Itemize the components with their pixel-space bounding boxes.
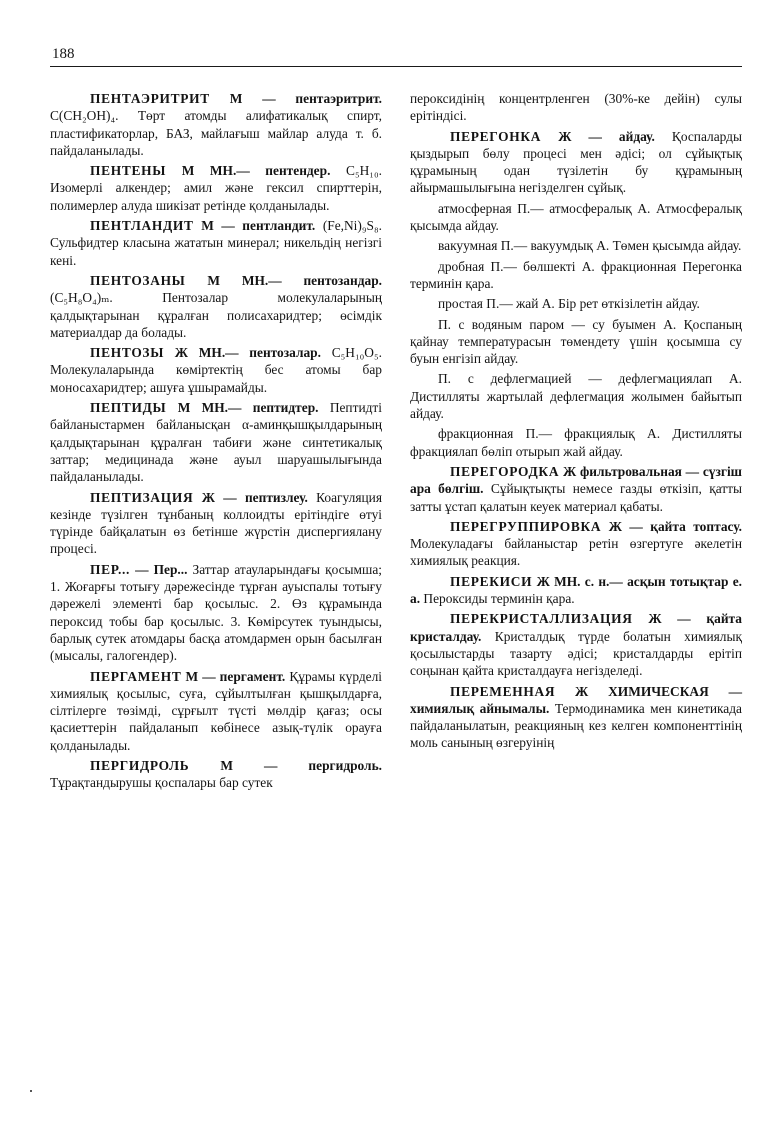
dictionary-entry (410, 573, 742, 608)
right-column (410, 90, 742, 752)
dictionary-entry (50, 90, 382, 159)
dictionary-entry (50, 344, 382, 396)
entry-headword: ПЕПТИЗАЦИЯ (90, 489, 194, 505)
entry-gloss: М МН.— пептидтер. (177, 400, 319, 416)
entry-gloss: Ж — айдау. (558, 128, 655, 144)
entry-headword: ПЕРЕГРУППИРОВКА (450, 518, 602, 534)
entry-gloss: Ж МН.— пентозалар. (174, 345, 321, 361)
entry-headword: ПЕРЕМЕННАЯ (450, 683, 556, 699)
entry-definition: Пептидті байланыстармен байланысқан α-аминқышқылдарының қалдықтарынан құралған табиғи және синтетикалық заттар; медицинада және ауыл шаруашылығында пайдаланылады. (50, 400, 382, 485)
entry-headword: ПЕРГИДРОЛЬ (90, 757, 190, 773)
dictionary-entry (50, 162, 382, 214)
dictionary-entry (410, 683, 742, 752)
entry-gloss: Ж — қайта топтасу. (608, 518, 742, 534)
scan-speck (30, 1090, 32, 1092)
entry-gloss: М — пентландит. (201, 218, 316, 234)
entry-headword: ПЕРЕГОРОДКА (450, 463, 560, 479)
dictionary-entry (410, 518, 742, 570)
entry-gloss: М МН.— пентендер. (181, 163, 331, 179)
dictionary-entry (50, 561, 382, 665)
entry-definition: Тұрақтандырушы қоспалары бар сутек (50, 775, 273, 791)
left-column (50, 90, 382, 792)
entry-headword: ПЕРЕКИСИ (450, 573, 533, 589)
dictionary-entry (410, 463, 742, 515)
entry-gloss: М — пергамент. (185, 668, 286, 684)
entry-headword: ПЕРГАМЕНТ (90, 668, 182, 684)
entry-gloss: Ж фильтровальная — сүзгіш ара бөлгіш. (410, 463, 742, 497)
dictionary-entry (50, 217, 382, 269)
header-rule (50, 66, 742, 67)
entry-definition: Термодинамика мен кинетикада пайдаланылатын, реакцияның кез келген компоненттінің моль санының өзгеруінің (410, 700, 742, 751)
entry-gloss: М — пентаэритрит. (229, 91, 382, 106)
entry-definition: C₅H₁₀. Изомерлі алкендер; амил және гексил спирттерін, полимерлер алуда шикізат ретінде қолданылады. (50, 163, 382, 213)
entry-definition: Молекуладағы байланыстар ретін өзгертуге әкелетін химиялық реакция. (410, 536, 742, 569)
entry-headword: ПЕНТОЗЫ (90, 345, 165, 361)
subentry-text: П. с дефлегмацией — дефлегмациялап А. Дистилляты жартылай дефлегмация жолымен байытып айдау. (410, 371, 742, 422)
dictionary-entry (50, 489, 382, 558)
dictionary-subentry (410, 258, 742, 293)
dictionary-subentry (410, 425, 742, 460)
entry-definition: Кристалдық түрде болатын химиялық қосылыстарды тазарту әдісі; кристалдарды ерітіп соңынан қайта кристалдауға негізделеді. (410, 628, 742, 679)
subentry-text: П. с водяным паром — су буымен А. Қоспаның қайнау температурасын төмендету үшін қосымша су буын енгізіп айдау. (410, 316, 742, 367)
subentry-text: простая П.— жай А. Бір рет өткізілетін айдау. (438, 296, 700, 312)
entry-definition: Қоспаларды қыздырып бөлу процесі мен әдісі; ол сұйықтық құрамының одан түзілетін бу құрамының айырмашылығына негізделген сұйық. (410, 128, 742, 196)
entry-definition: Пероксиды терминін қара. (423, 591, 575, 607)
entry-gloss: Ж ХИМИЧЕСКАЯ — химиялық айнымалы. (410, 683, 742, 716)
dictionary-entry (410, 610, 742, 679)
entry-definition: Сұйықтықты немесе газды өткізіп, қатты затты ұстап қалатын кеуек материал қабаты. (410, 481, 742, 514)
dictionary-entry (50, 757, 382, 792)
entry-headword: ПЕНТЕНЫ (90, 163, 167, 179)
entry-definition: C(CH₂OH)₄. Төрт атомды алифатикалық спирт, пластификаторлар, БАЗ, майлағыш майлар алуда т. б. пайдаланылады. (50, 108, 382, 158)
dictionary-entry (50, 668, 382, 754)
entry-gloss: М — пергидроль. (220, 757, 382, 773)
entry-definition: (C₅H₈O₄)ₘ. Пентозалар молекулаларының қалдықтарынан құралған полисахаридтер; өсімдік материалдар да болады. (50, 290, 382, 340)
page-number: 188 (52, 46, 75, 62)
entry-gloss: — Пер... (135, 561, 188, 577)
entry-headword: ПЕНТЛАНДИТ (90, 218, 194, 234)
entry-gloss: Ж МН. с. н.— асқын тотықтар е. а. (410, 573, 742, 607)
entry-definition: Құрамы күрделі химиялық қосылыс, суға, сұйылтылған қышқылдарға, сілтілерге төзімді, сұрғылт түсті мөлдір қағаз; осы қасиеттерін пайдаланып көбінесе азық-түлік орауға қолданылады. (50, 668, 382, 753)
entry-headword: ПЕНТОЗАНЫ (90, 272, 186, 288)
entry-gloss: Ж — қайта кристалдау. (410, 611, 742, 644)
entry-headword: ПЕРЕГОНКА (450, 128, 542, 144)
entry-definition: пероксидінің концентрленген (30%-ке дейін) сулы ерітіндісі. (410, 91, 742, 124)
dictionary-entry (50, 272, 382, 341)
entry-definition: Коагуляция кезінде түзілген тұнбаның коллоидты ерітіндіге өтуі түрінде байқалатын өз бетінше жүрстін диспергиялану процесі. (50, 489, 382, 557)
dictionary-subentry (410, 200, 742, 235)
dictionary-subentry (410, 316, 742, 368)
entry-headword: ПЕПТИДЫ (90, 400, 167, 416)
entry-definition: Заттар атауларындағы қосымша; 1. Жоғарғы тотығу дәрежесінде тұрған ауыспалы тотығу дәрежелі элементі бар қосылыс. 2. Өз құрамында пероксид тобы бар қосылыс. 3. Көмірсутек туындысы, барлық сутек атомдары басқа атомдармен орын басылған (мысалы, галогендер). (50, 561, 382, 664)
dictionary-subentry (410, 370, 742, 422)
dictionary-entry-continued (410, 90, 742, 125)
entry-gloss: М МН.— пентозандар. (207, 272, 382, 288)
entry-definition: (Fe,Ni)₉S₈. Сульфидтер класына жататын минерал; никельдің негізгі кені. (50, 218, 382, 268)
subentry-text: фракционная П.— фракциялық А. Дистилляты фракциялап бөліп отырып жай айдау. (410, 426, 742, 459)
entry-headword: ПЕРЕКРИСТАЛЛИЗАЦИЯ (450, 611, 633, 627)
entry-definition: C₅H₁₀O₅. Молекулаларында көміртектің бес атомы бар моносахаридтер; ашуға ұшырамайды. (50, 345, 382, 395)
dictionary-subentry (410, 295, 742, 312)
entry-gloss: Ж — пептизлеу. (201, 489, 308, 505)
subentry-text: дробная П.— бөлшекті А. фракционная Перегонка терминін қара. (410, 258, 742, 291)
entry-headword: ПЕНТАЭРИТРИТ (90, 91, 210, 106)
subentry-text: атмосферная П.— атмосфералық А. Атмосфералық қысымда айдау. (410, 200, 742, 234)
entry-headword: ПЕР... (90, 561, 131, 577)
dictionary-subentry (410, 237, 742, 254)
dictionary-entry (50, 399, 382, 485)
subentry-text: вакуумная П.— вакуумдық А. Төмен қысымда айдау. (438, 238, 742, 254)
dictionary-entry (410, 128, 742, 197)
